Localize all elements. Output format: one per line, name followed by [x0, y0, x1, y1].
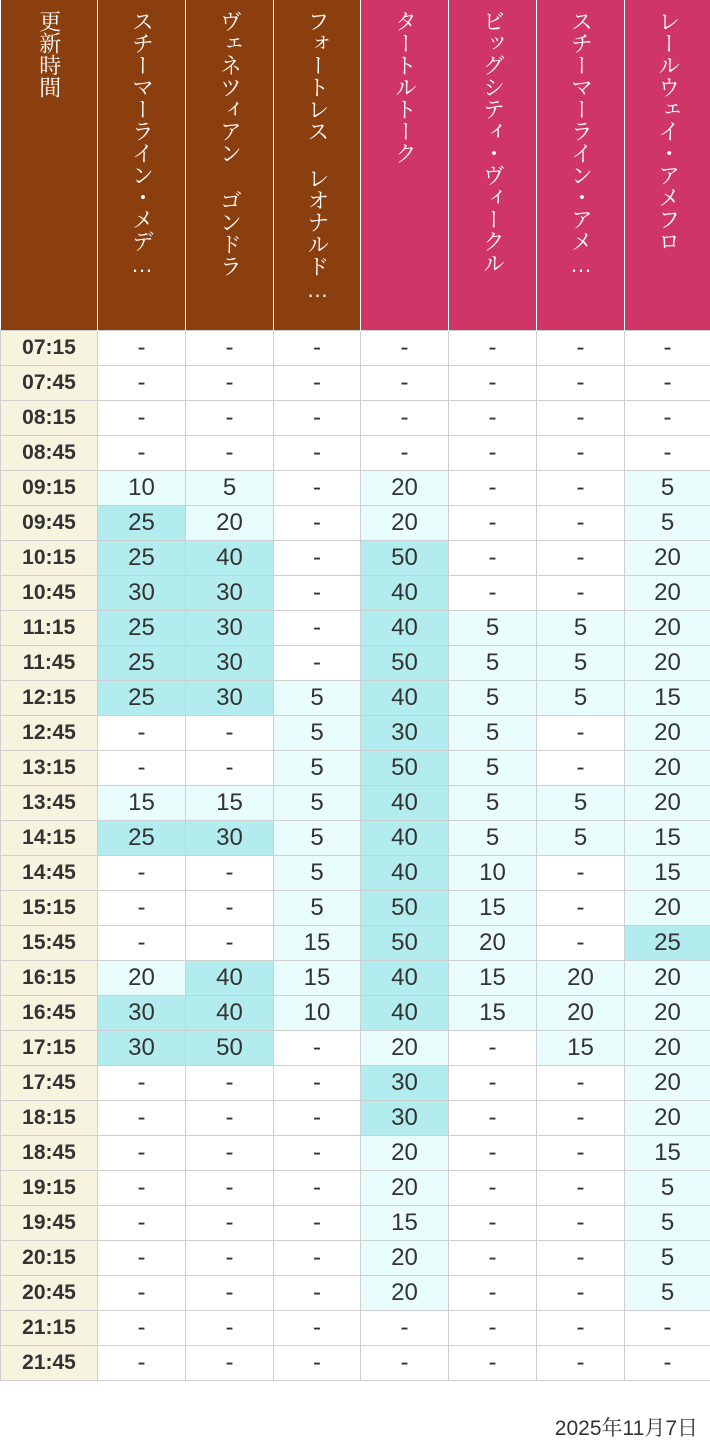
wait-time-cell: -: [98, 1136, 186, 1171]
wait-time-cell: 20: [625, 961, 710, 996]
wait-time-cell: -: [625, 331, 710, 366]
wait-time-cell: -: [537, 751, 625, 786]
wait-time-cell: 15: [625, 681, 710, 716]
wait-time-cell: -: [186, 1171, 274, 1206]
wait-time-cell: -: [274, 366, 361, 401]
wait-time-cell: 5: [274, 821, 361, 856]
wait-time-cell: -: [98, 1311, 186, 1346]
wait-time-cell: 5: [625, 1276, 710, 1311]
wait-time-cell: -: [625, 1311, 710, 1346]
column-header-label: ヴェネツィアン ゴンドラ: [217, 10, 243, 277]
wait-time-cell: -: [449, 1206, 537, 1241]
wait-time-cell: -: [186, 716, 274, 751]
wait-time-cell: -: [449, 1241, 537, 1276]
table-row: [1, 436, 710, 471]
wait-time-cell: 20: [625, 1031, 710, 1066]
header-row: [1, 0, 710, 331]
wait-time-cell: -: [537, 401, 625, 436]
wait-time-cell: 15: [449, 891, 537, 926]
wait-time-cell: -: [537, 891, 625, 926]
wait-time-cell: 40: [361, 821, 449, 856]
wait-time-cell: -: [274, 1241, 361, 1276]
wait-time-cell: -: [274, 1346, 361, 1381]
wait-time-cell: -: [537, 1136, 625, 1171]
time-cell: 11:45: [1, 646, 98, 681]
table-body: [1, 331, 710, 1381]
wait-time-cell: 15: [361, 1206, 449, 1241]
wait-time-cell: 5: [449, 716, 537, 751]
wait-time-cell: -: [274, 1206, 361, 1241]
table-row: [1, 1101, 710, 1136]
column-header-label: スチーマーライン・アメ…: [568, 10, 594, 277]
wait-time-cell: -: [186, 1136, 274, 1171]
wait-time-cell: -: [625, 366, 710, 401]
wait-time-cell: -: [98, 716, 186, 751]
wait-time-cell: 20: [625, 611, 710, 646]
time-cell: 21:45: [1, 1346, 98, 1381]
wait-time-cell: 40: [186, 961, 274, 996]
wait-time-cell: -: [537, 471, 625, 506]
wait-time-cell: 30: [186, 611, 274, 646]
wait-time-cell: 20: [361, 471, 449, 506]
wait-time-cell: -: [274, 1276, 361, 1311]
wait-time-cell: -: [449, 576, 537, 611]
time-cell: 11:15: [1, 611, 98, 646]
wait-time-cell: -: [449, 1101, 537, 1136]
wait-time-cell: 30: [98, 996, 186, 1031]
wait-time-cell: 20: [361, 1241, 449, 1276]
wait-time-cell: 20: [625, 996, 710, 1031]
wait-time-cell: -: [186, 1276, 274, 1311]
wait-time-cell: -: [274, 436, 361, 471]
wait-time-cell: -: [98, 1241, 186, 1276]
table-row: [1, 926, 710, 961]
wait-time-cell: 25: [98, 821, 186, 856]
time-cell: 10:45: [1, 576, 98, 611]
wait-time-cell: -: [537, 1206, 625, 1241]
time-cell: 09:45: [1, 506, 98, 541]
wait-time-cell: -: [186, 751, 274, 786]
column-header-label: タートルトーク: [392, 10, 418, 164]
wait-time-cell: 15: [274, 961, 361, 996]
wait-time-cell: 40: [361, 856, 449, 891]
time-cell: 18:15: [1, 1101, 98, 1136]
wait-time-cell: 5: [537, 646, 625, 681]
wait-time-cell: -: [449, 1346, 537, 1381]
wait-time-cell: -: [98, 1276, 186, 1311]
wait-time-cell: 5: [274, 751, 361, 786]
wait-time-cell: 50: [361, 541, 449, 576]
wait-time-cell: -: [537, 716, 625, 751]
wait-time-cell: 5: [274, 891, 361, 926]
wait-time-cell: -: [186, 436, 274, 471]
wait-time-cell: -: [186, 926, 274, 961]
wait-time-cell: -: [449, 1031, 537, 1066]
wait-time-cell: 15: [449, 996, 537, 1031]
table-row: [1, 1311, 710, 1346]
wait-time-cell: 5: [274, 716, 361, 751]
wait-time-cell: -: [98, 1171, 186, 1206]
wait-time-cell: 30: [98, 576, 186, 611]
wait-time-cell: -: [98, 401, 186, 436]
wait-time-cell: 20: [537, 961, 625, 996]
wait-time-cell: 30: [98, 1031, 186, 1066]
time-cell: 20:45: [1, 1276, 98, 1311]
time-header: [1, 0, 98, 331]
time-cell: 17:45: [1, 1066, 98, 1101]
wait-time-cell: -: [186, 1101, 274, 1136]
time-cell: 08:15: [1, 401, 98, 436]
time-cell: 16:15: [1, 961, 98, 996]
wait-time-cell: -: [449, 366, 537, 401]
table-row: [1, 646, 710, 681]
wait-time-cell: 20: [361, 1171, 449, 1206]
table-row: [1, 331, 710, 366]
wait-time-cell: 5: [537, 681, 625, 716]
wait-time-cell: -: [274, 541, 361, 576]
wait-time-cell: 10: [274, 996, 361, 1031]
wait-time-cell: 15: [625, 856, 710, 891]
wait-time-cell: -: [537, 1171, 625, 1206]
wait-time-cell: 30: [361, 716, 449, 751]
wait-time-cell: 50: [186, 1031, 274, 1066]
wait-time-cell: 15: [274, 926, 361, 961]
table-row: [1, 1031, 710, 1066]
wait-time-cell: 20: [625, 541, 710, 576]
wait-time-cell: 10: [449, 856, 537, 891]
column-header-2: [186, 0, 274, 331]
column-header-1: [98, 0, 186, 331]
wait-time-cell: 5: [186, 471, 274, 506]
wait-time-cell: -: [361, 331, 449, 366]
time-cell: 07:45: [1, 366, 98, 401]
table-row: [1, 716, 710, 751]
wait-time-cell: 15: [537, 1031, 625, 1066]
wait-time-cell: -: [537, 331, 625, 366]
wait-time-cell: 5: [274, 681, 361, 716]
column-header-6: [537, 0, 625, 331]
table-row: [1, 401, 710, 436]
wait-time-cell: 25: [625, 926, 710, 961]
wait-time-cell: 5: [449, 646, 537, 681]
wait-time-cell: -: [274, 331, 361, 366]
wait-time-cell: -: [361, 436, 449, 471]
wait-time-cell: 5: [537, 821, 625, 856]
wait-time-cell: -: [449, 1136, 537, 1171]
wait-time-cell: -: [537, 541, 625, 576]
wait-time-cell: -: [186, 1311, 274, 1346]
wait-time-cell: -: [537, 576, 625, 611]
time-cell: 07:15: [1, 331, 98, 366]
wait-time-cell: 15: [449, 961, 537, 996]
wait-time-cell: 25: [98, 611, 186, 646]
table-row: [1, 1066, 710, 1101]
wait-time-cell: -: [449, 506, 537, 541]
time-cell: 21:15: [1, 1311, 98, 1346]
wait-time-cell: 50: [361, 926, 449, 961]
wait-time-cell: 40: [361, 576, 449, 611]
time-cell: 12:45: [1, 716, 98, 751]
wait-time-cell: 20: [625, 786, 710, 821]
wait-time-cell: -: [98, 856, 186, 891]
wait-time-cell: 30: [186, 576, 274, 611]
table-row: [1, 576, 710, 611]
wait-time-cell: -: [98, 751, 186, 786]
wait-time-cell: -: [449, 401, 537, 436]
time-cell: 14:45: [1, 856, 98, 891]
table-row: [1, 366, 710, 401]
wait-time-cell: 20: [361, 1136, 449, 1171]
wait-time-cell: -: [274, 471, 361, 506]
wait-time-cell: 5: [449, 751, 537, 786]
wait-time-cell: 20: [625, 1101, 710, 1136]
table-row: [1, 821, 710, 856]
wait-time-cell: -: [274, 1101, 361, 1136]
column-header-3: [274, 0, 361, 331]
table-row: [1, 751, 710, 786]
wait-time-cell: -: [274, 1066, 361, 1101]
wait-time-cell: -: [186, 891, 274, 926]
wait-time-cell: -: [449, 331, 537, 366]
time-cell: 17:15: [1, 1031, 98, 1066]
time-cell: 08:45: [1, 436, 98, 471]
time-cell: 18:45: [1, 1136, 98, 1171]
wait-time-cell: -: [186, 856, 274, 891]
wait-time-cell: -: [274, 1031, 361, 1066]
table-row: [1, 611, 710, 646]
wait-time-cell: -: [274, 1136, 361, 1171]
time-header-label: 更新時間: [36, 10, 62, 98]
wait-time-cell: -: [98, 436, 186, 471]
table-row: [1, 681, 710, 716]
wait-time-cell: 10: [98, 471, 186, 506]
wait-time-cell: -: [449, 1171, 537, 1206]
wait-time-cell: -: [98, 366, 186, 401]
wait-time-cell: -: [449, 471, 537, 506]
time-cell: 16:45: [1, 996, 98, 1031]
table-row: [1, 961, 710, 996]
wait-time-cell: 20: [625, 716, 710, 751]
wait-time-cell: -: [361, 366, 449, 401]
time-cell: 20:15: [1, 1241, 98, 1276]
column-header-label: ビッグシティ・ヴィークル: [480, 10, 506, 274]
wait-time-cell: 40: [361, 786, 449, 821]
time-cell: 13:45: [1, 786, 98, 821]
wait-time-cell: -: [537, 856, 625, 891]
wait-time-cell: 20: [186, 506, 274, 541]
wait-time-cell: -: [537, 1101, 625, 1136]
wait-time-cell: -: [537, 506, 625, 541]
wait-time-cell: -: [186, 366, 274, 401]
table-row: [1, 786, 710, 821]
wait-time-cell: -: [98, 331, 186, 366]
wait-time-cell: -: [186, 1241, 274, 1276]
column-header-label: フォートレス レオナルド…: [305, 10, 330, 302]
wait-time-cell: 20: [361, 1031, 449, 1066]
wait-time-cell: 20: [625, 1066, 710, 1101]
table-row: [1, 996, 710, 1031]
wait-time-cell: 20: [625, 891, 710, 926]
wait-time-cell: 15: [186, 786, 274, 821]
wait-time-cell: 5: [449, 821, 537, 856]
wait-time-cell: -: [625, 1346, 710, 1381]
table-row: [1, 1241, 710, 1276]
wait-time-cell: 15: [625, 1136, 710, 1171]
wait-time-cell: 30: [186, 681, 274, 716]
wait-time-cell: 25: [98, 681, 186, 716]
wait-time-cell: -: [186, 1206, 274, 1241]
wait-time-cell: 20: [625, 751, 710, 786]
wait-time-cell: -: [537, 1346, 625, 1381]
wait-time-cell: -: [274, 646, 361, 681]
column-header-5: [449, 0, 537, 331]
wait-time-cell: -: [625, 436, 710, 471]
wait-time-cell: -: [98, 1066, 186, 1101]
wait-time-cell: -: [274, 506, 361, 541]
table-row: [1, 1171, 710, 1206]
wait-time-cell: 50: [361, 646, 449, 681]
wait-time-cell: -: [98, 1346, 186, 1381]
wait-time-cell: -: [537, 1276, 625, 1311]
wait-time-cell: 5: [449, 611, 537, 646]
wait-time-cell: -: [537, 926, 625, 961]
wait-time-cell: 25: [98, 541, 186, 576]
wait-time-cell: 20: [361, 1276, 449, 1311]
table-row: [1, 1206, 710, 1241]
wait-time-cell: 30: [186, 646, 274, 681]
wait-time-cell: 5: [625, 506, 710, 541]
time-cell: 15:45: [1, 926, 98, 961]
time-cell: 14:15: [1, 821, 98, 856]
wait-time-cell: 5: [625, 1171, 710, 1206]
wait-time-cell: 5: [449, 786, 537, 821]
wait-time-cell: 40: [186, 996, 274, 1031]
column-header-label: スチーマーライン・メデ…: [129, 10, 155, 277]
wait-time-cell: -: [449, 436, 537, 471]
wait-time-cell: 20: [449, 926, 537, 961]
wait-time-cell: 20: [625, 576, 710, 611]
wait-time-cell: -: [625, 401, 710, 436]
wait-time-cell: -: [186, 331, 274, 366]
wait-time-cell: 40: [361, 996, 449, 1031]
table-row: [1, 506, 710, 541]
time-cell: 19:45: [1, 1206, 98, 1241]
wait-time-cell: 5: [449, 681, 537, 716]
table-row: [1, 1136, 710, 1171]
wait-time-cell: 30: [361, 1066, 449, 1101]
update-date: 2025年11月7日: [554, 1417, 698, 1440]
table-row: [1, 856, 710, 891]
wait-time-cell: -: [274, 401, 361, 436]
wait-time-cell: 50: [361, 891, 449, 926]
wait-time-cell: 20: [98, 961, 186, 996]
wait-time-cell: -: [537, 1311, 625, 1346]
wait-time-cell: -: [98, 926, 186, 961]
wait-time-cell: -: [361, 1311, 449, 1346]
wait-time-cell: 5: [274, 786, 361, 821]
wait-time-cell: 15: [98, 786, 186, 821]
wait-time-cell: -: [186, 1066, 274, 1101]
wait-time-cell: -: [361, 401, 449, 436]
time-cell: 09:15: [1, 471, 98, 506]
wait-time-cell: 20: [361, 506, 449, 541]
time-cell: 15:15: [1, 891, 98, 926]
wait-time-cell: -: [449, 1066, 537, 1101]
wait-time-cell: 40: [361, 611, 449, 646]
wait-time-cell: 20: [625, 646, 710, 681]
wait-time-cell: -: [98, 1101, 186, 1136]
table-row: [1, 1346, 710, 1381]
wait-time-cell: 40: [361, 961, 449, 996]
wait-time-cell: 25: [98, 646, 186, 681]
wait-time-cell: -: [274, 611, 361, 646]
wait-time-cell: 40: [186, 541, 274, 576]
wait-time-cell: -: [186, 1346, 274, 1381]
table-row: [1, 891, 710, 926]
wait-time-cell: -: [274, 576, 361, 611]
wait-time-cell: 5: [625, 1206, 710, 1241]
time-cell: 12:15: [1, 681, 98, 716]
table-row: [1, 471, 710, 506]
wait-time-cell: -: [274, 1311, 361, 1346]
time-cell: 13:15: [1, 751, 98, 786]
wait-time-cell: 25: [98, 506, 186, 541]
wait-time-cell: 40: [361, 681, 449, 716]
wait-time-cell: 5: [537, 611, 625, 646]
wait-time-cell: -: [449, 1311, 537, 1346]
wait-time-cell: -: [449, 541, 537, 576]
wait-time-cell: 5: [625, 471, 710, 506]
wait-time-cell: 15: [625, 821, 710, 856]
wait-time-cell: -: [537, 1241, 625, 1276]
table-row: [1, 541, 710, 576]
wait-time-cell: 20: [537, 996, 625, 1031]
wait-time-cell: -: [274, 1171, 361, 1206]
wait-time-cell: -: [537, 1066, 625, 1101]
table-row: [1, 1276, 710, 1311]
wait-time-cell: -: [186, 401, 274, 436]
wait-time-cell: 5: [537, 786, 625, 821]
wait-time-cell: 50: [361, 751, 449, 786]
wait-time-cell: -: [98, 1206, 186, 1241]
wait-time-cell: -: [537, 436, 625, 471]
wait-time-cell: 5: [274, 856, 361, 891]
wait-time-cell: 30: [186, 821, 274, 856]
column-header-label: レールウェイ・アメフロ: [655, 10, 681, 252]
time-cell: 10:15: [1, 541, 98, 576]
wait-time-cell: -: [537, 366, 625, 401]
column-header-4: [361, 0, 449, 331]
wait-time-cell: 5: [625, 1241, 710, 1276]
column-header-7: [625, 0, 710, 331]
wait-time-cell: -: [361, 1346, 449, 1381]
time-cell: 19:15: [1, 1171, 98, 1206]
wait-time-cell: -: [449, 1276, 537, 1311]
wait-time-cell: -: [98, 891, 186, 926]
wait-time-cell: 30: [361, 1101, 449, 1136]
